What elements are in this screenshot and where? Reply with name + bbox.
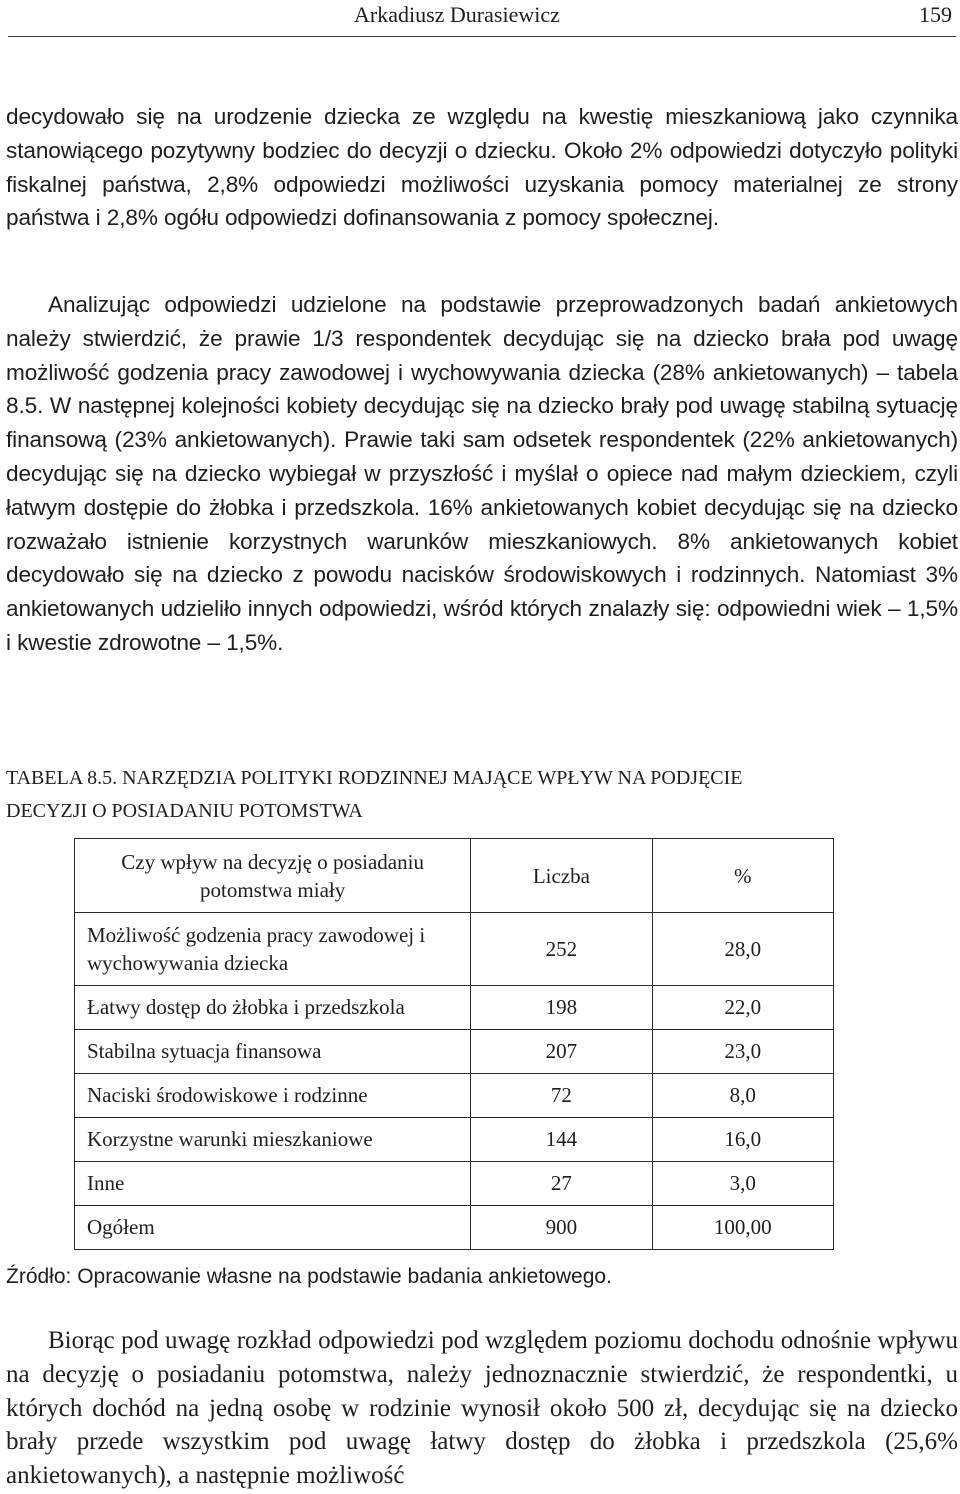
row-count: 72 [471,1074,652,1118]
row-percent: 16,0 [652,1118,833,1162]
table-row-total [75,1206,834,1250]
table-header-row [75,839,834,913]
table-row [75,986,834,1030]
table-row [75,913,834,986]
table-row [75,1030,834,1074]
row-count: 144 [471,1118,652,1162]
header-percent: % [652,839,833,913]
row-label: Ogółem [75,1206,471,1250]
data-table [74,838,834,1250]
row-percent: 3,0 [652,1162,833,1206]
row-percent: 23,0 [652,1030,833,1074]
paragraph-analysis: Analizując odpowiedzi udzielone na podstawie przeprowadzonych badań ankietowych należy stwierdzić, że prawie 1/3 respondentek decydując się na dziecko brała pod uwagę możliwość godzenia pracy zawodowej i wychowywania dziecka (28% ankietowanych) – tabela 8.5. W następnej kolejności kobiety decydując się na dziecko brały pod uwagę stabilną sytuację finansową (23% ankietowanych). Prawie taki sam odsetek respondentek (22% ankietowanych) decydując się na dziecko wybiegał w przyszłość i myślał o opiece nad małym dzieckiem, czyli łatwym dostępie do żłobka i przedszkola. 16% ankietowanych kobiet decydując się na dziecko rozważało istnienie korzystnych warunków mieszkaniowych. 8% ankietowanych kobiet decydowało się na dziecko z powodu nacisków środowiskowych i rodzinnych. Natomiast 3% ankietowanych udzieliło innych odpowiedzi, wśród których znalazły się: odpowiedni wiek – 1,5% i kwestie zdrowotne – 1,5%. [6,292,958,655]
running-head-author: Arkadiusz Durasiewicz [354,2,560,27]
row-count: 198 [471,986,652,1030]
table-source: Źródło: Opracowanie własne na podstawie badania ankietowego. [6,1265,612,1288]
header-question: Czy wpływ na decyzję o posiadaniu potomstwa miały [75,839,471,913]
row-percent: 100,00 [652,1206,833,1250]
row-count: 900 [471,1206,652,1250]
row-percent: 22,0 [652,986,833,1030]
row-label: Możliwość godzenia pracy zawodowej i wychowywania dziecka [75,913,471,986]
row-label: Stabilna sytuacja finansowa [75,1030,471,1074]
page-header [8,0,956,37]
table-caption-line-1: TABELA 8.5. NARZĘDZIA POLITYKI RODZINNEJ MAJĄCE WPŁYW NA PODJĘCIE [6,767,743,789]
row-count: 27 [471,1162,652,1206]
row-label: Inne [75,1162,471,1206]
table-row [75,1118,834,1162]
row-label: Korzystne warunki mieszkaniowe [75,1118,471,1162]
table-row [75,1074,834,1118]
row-percent: 8,0 [652,1074,833,1118]
row-count: 252 [471,913,652,986]
table-row [75,1162,834,1206]
header-count: Liczba [471,839,652,913]
table-caption-line-2: DECYZJI O POSIADANIU POTOMSTWA [6,800,363,822]
page-number: 159 [919,2,952,27]
paragraph-intro: decydowało się na urodzenie dziecka ze względu na kwestię mieszkaniową jako czynnika stanowiącego pozytywny bodziec do decyzji o dziecku. Około 2% odpowiedzi dotyczyło polityki fiskalnej państwa, 2,8% odpowiedzi możliwości uzyskania pomocy materialnej ze strony państwa i 2,8% ogółu odpowiedzi dofinansowania z pomocy społecznej. [6,104,958,231]
row-label: Naciski środowiskowe i rodzinne [75,1074,471,1118]
paragraph-income: Biorąc pod uwagę rozkład odpowiedzi pod względem poziomu dochodu odnośnie wpływu na decyzję o posiadaniu potomstwa, należy jednoznacznie stwierdzić, że respondentki, u których dochód na jedną osobę w rodzinie wynosił około 500 zł, decydując się na dziecko brały przede wszystkim pod uwagę łatwy dostęp do żłobka i przedszkola (25,6% ankietowanych), a następnie możliwość [6,1327,958,1490]
row-count: 207 [471,1030,652,1074]
row-label: Łatwy dostęp do żłobka i przedszkola [75,986,471,1030]
table-caption [6,762,946,828]
row-percent: 28,0 [652,913,833,986]
